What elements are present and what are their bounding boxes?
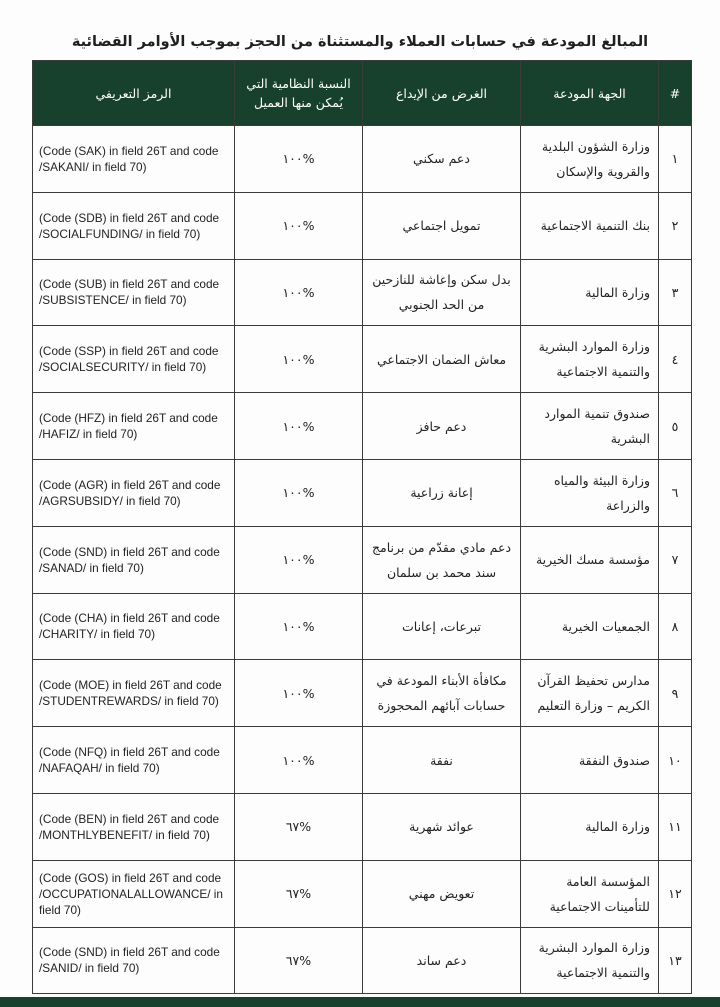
cell-code: (Code (HFZ) in field 26T and code /HAFIZ/ in field 70) xyxy=(33,393,235,460)
cell-purpose: تبرعات، إعانات xyxy=(363,593,521,660)
header-entity: الجهة المودعة xyxy=(521,61,659,126)
cell-purpose: دعم سكني xyxy=(363,126,521,193)
table-row xyxy=(33,526,692,593)
cell-purpose: بدل سكن وإعاشة للنازحين من الحد الجنوبي xyxy=(363,259,521,326)
table-row xyxy=(33,593,692,660)
cell-purpose: دعم مادي مقدّم من برنامج سند محمد بن سلمان xyxy=(363,526,521,593)
cell-ratio: %١٠٠ xyxy=(235,393,363,460)
table-row xyxy=(33,259,692,326)
cell-ratio: %١٠٠ xyxy=(235,660,363,727)
cell-code: (Code (NFQ) in field 26T and code /NAFAQAH/ in field 70) xyxy=(33,727,235,794)
cell-code: (Code (SND) in field 26T and code /SANAD/ in field 70) xyxy=(33,526,235,593)
cell-ratio: %٦٧ xyxy=(235,927,363,994)
cell-ratio: %١٠٠ xyxy=(235,326,363,393)
cell-code: (Code (AGR) in field 26T and code /AGRSUBSIDY/ in field 70) xyxy=(33,459,235,526)
cell-code: (Code (GOS) in field 26T and code /OCCUPATIONALALLOWANCE/ in field 70) xyxy=(33,860,235,927)
cell-purpose: مكافأة الأبناء المودعة في حسابات آبائهم المحجوزة xyxy=(363,660,521,727)
cell-entity: صندوق تنمية الموارد البشرية xyxy=(521,393,659,460)
cell-entity: وزارة الشؤون البلدية والقروية والإسكان xyxy=(521,126,659,193)
cell-ratio: %١٠٠ xyxy=(235,259,363,326)
cell-purpose: عوائد شهرية xyxy=(363,793,521,860)
cell-entity: وزارة الموارد البشرية والتنمية الاجتماعية xyxy=(521,326,659,393)
table-row xyxy=(33,793,692,860)
cell-entity: صندوق النفقة xyxy=(521,727,659,794)
cell-purpose: تعويض مهني xyxy=(363,860,521,927)
cell-num: ١ xyxy=(659,126,692,193)
cell-purpose: دعم ساند xyxy=(363,927,521,994)
cell-num: ١٣ xyxy=(659,927,692,994)
header-code: الرمز التعريفي xyxy=(33,61,235,126)
cell-purpose: إعانة زراعية xyxy=(363,459,521,526)
cell-ratio: %١٠٠ xyxy=(235,593,363,660)
cell-code: (Code (SUB) in field 26T and code /SUBSISTENCE/ in field 70) xyxy=(33,259,235,326)
cell-num: ٣ xyxy=(659,259,692,326)
cell-entity: وزارة المالية xyxy=(521,259,659,326)
cell-ratio: %١٠٠ xyxy=(235,126,363,193)
cell-num: ١٢ xyxy=(659,860,692,927)
footer-bar xyxy=(0,997,720,1007)
table-body xyxy=(33,126,692,994)
cell-num: ٤ xyxy=(659,326,692,393)
cell-entity: الجمعيات الخيرية xyxy=(521,593,659,660)
table-row xyxy=(33,393,692,460)
cell-num: ٧ xyxy=(659,526,692,593)
header-ratio: النسبة النظامية التي يُمكن منها العميل xyxy=(235,61,363,126)
header-num: # xyxy=(659,61,692,126)
cell-code: (Code (MOE) in field 26T and code /STUDENTREWARDS/ in field 70) xyxy=(33,660,235,727)
cell-entity: وزارة المالية xyxy=(521,793,659,860)
table-row xyxy=(33,860,692,927)
cell-ratio: %١٠٠ xyxy=(235,727,363,794)
cell-code: (Code (SAK) in field 26T and code /SAKANI/ in field 70) xyxy=(33,126,235,193)
cell-purpose: دعم حافز xyxy=(363,393,521,460)
cell-code: (Code (CHA) in field 26T and code /CHARITY/ in field 70) xyxy=(33,593,235,660)
cell-ratio: %١٠٠ xyxy=(235,192,363,259)
cell-entity: وزارة البيئة والمياه والزراعة xyxy=(521,459,659,526)
cell-entity: المؤسسة العامة للتأمينات الاجتماعية xyxy=(521,860,659,927)
cell-num: ٢ xyxy=(659,192,692,259)
table-row xyxy=(33,326,692,393)
cell-code: (Code (SND) in field 26T and code /SANID/ in field 70) xyxy=(33,927,235,994)
cell-entity: مؤسسة مسك الخيرية xyxy=(521,526,659,593)
cell-ratio: %١٠٠ xyxy=(235,459,363,526)
cell-purpose: نفقة xyxy=(363,727,521,794)
table-row xyxy=(33,660,692,727)
header-purpose: الغرض من الإيداع xyxy=(363,61,521,126)
cell-code: (Code (SDB) in field 26T and code /SOCIALFUNDING/ in field 70) xyxy=(33,192,235,259)
page-title: المبالغ المودعة في حسابات العملاء والمستثناة من الحجز بموجب الأوامر القضائية xyxy=(71,34,649,50)
table-row xyxy=(33,927,692,994)
cell-num: ٦ xyxy=(659,459,692,526)
cell-code: (Code (BEN) in field 26T and code /MONTHLYBENEFIT/ in field 70) xyxy=(33,793,235,860)
table-header-row xyxy=(33,61,692,126)
cell-num: ٥ xyxy=(659,393,692,460)
cell-num: ٨ xyxy=(659,593,692,660)
exempt-deposits-table xyxy=(32,60,692,994)
cell-num: ١٠ xyxy=(659,727,692,794)
cell-purpose: تمويل اجتماعي xyxy=(363,192,521,259)
cell-entity: بنك التنمية الاجتماعية xyxy=(521,192,659,259)
table-row xyxy=(33,192,692,259)
cell-ratio: %١٠٠ xyxy=(235,526,363,593)
table-row xyxy=(33,126,692,193)
cell-ratio: %٦٧ xyxy=(235,860,363,927)
cell-ratio: %٦٧ xyxy=(235,793,363,860)
cell-num: ٩ xyxy=(659,660,692,727)
cell-code: (Code (SSP) in field 26T and code /SOCIALSECURITY/ in field 70) xyxy=(33,326,235,393)
table-row xyxy=(33,459,692,526)
cell-num: ١١ xyxy=(659,793,692,860)
cell-entity: مدارس تحفيظ القرآن الكريم – وزارة التعليم xyxy=(521,660,659,727)
cell-purpose: معاش الضمان الاجتماعي xyxy=(363,326,521,393)
table-row xyxy=(33,727,692,794)
cell-entity: وزارة الموارد البشرية والتنمية الاجتماعية xyxy=(521,927,659,994)
